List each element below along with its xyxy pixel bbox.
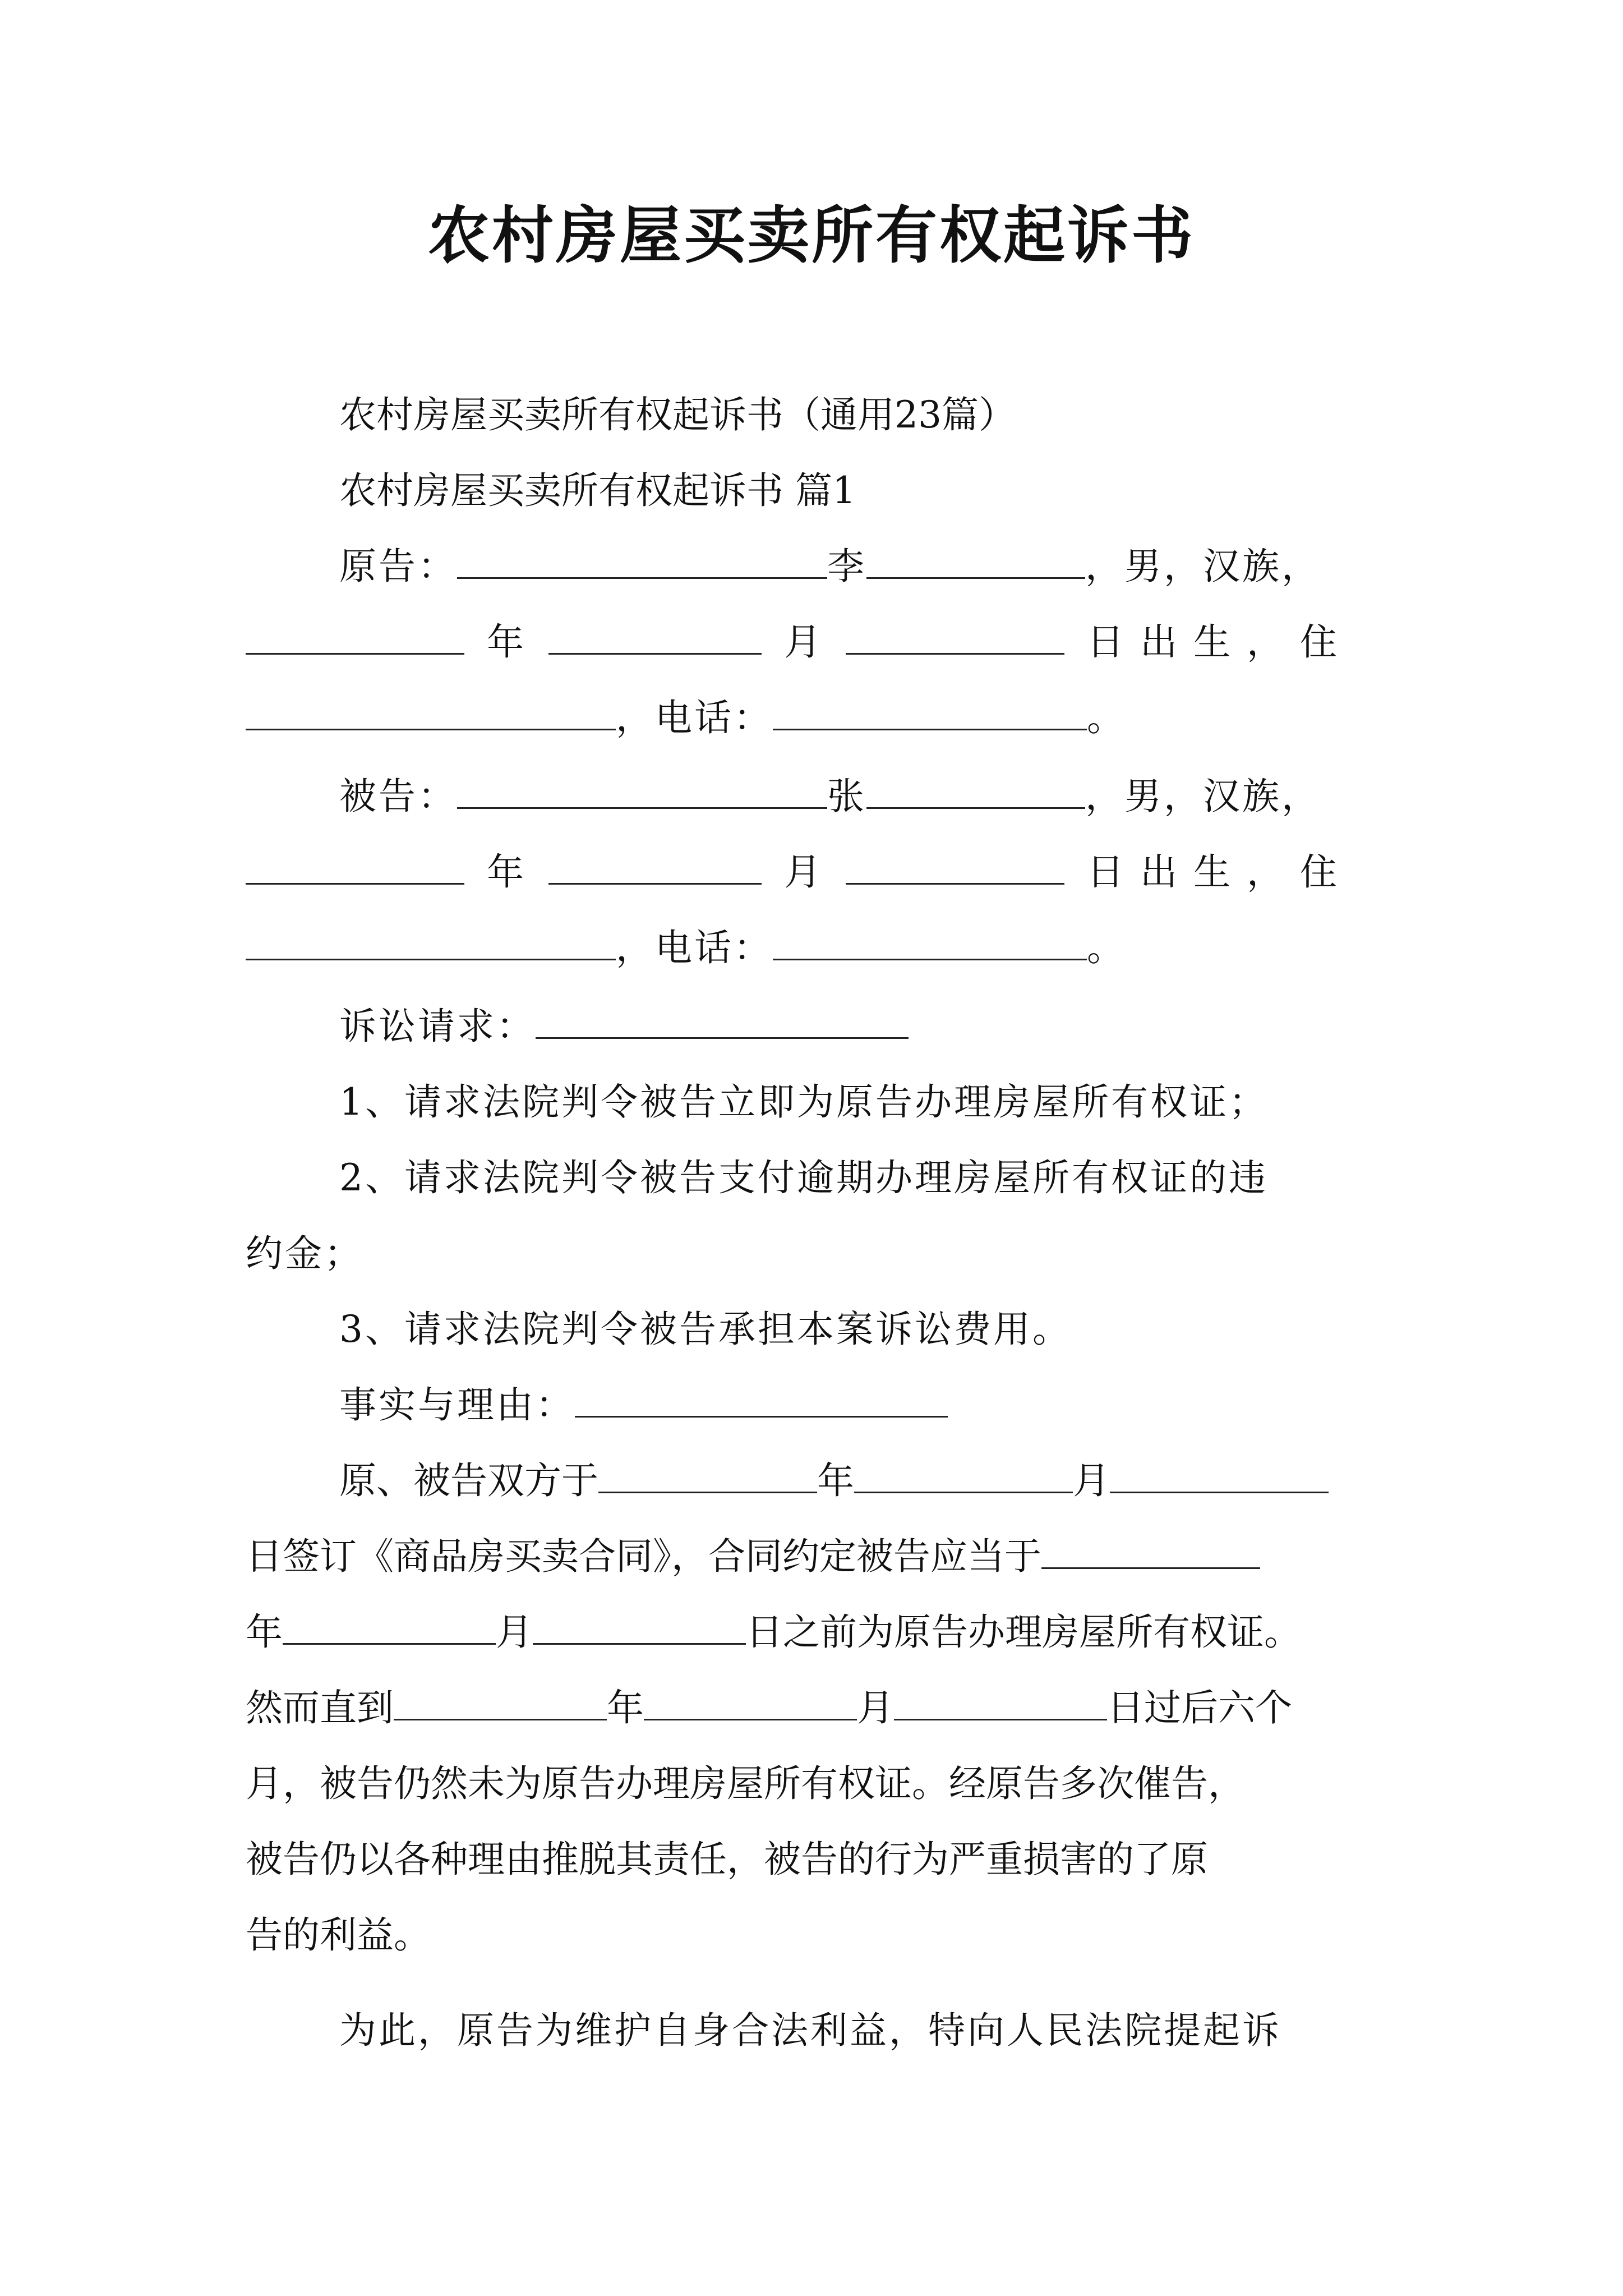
facts-heading-line [339, 1372, 1390, 1439]
defendant-name-blank [457, 774, 827, 809]
plaintiff-name: 李 [827, 545, 866, 588]
plaintiff-phone-label: ，电话： [616, 696, 773, 739]
claim-item: 1、请求法院判令被告立即为原告办理房屋所有权证； [339, 1080, 1268, 1124]
plaintiff-name-blank-2 [866, 544, 1085, 579]
closing-paragraph: 为此，原告为维护自身合法利益，特向人民法院提起诉 [339, 2009, 1281, 2052]
claims-label: 诉讼请求： [339, 1005, 536, 1048]
facts-text: 日之前为原告办理房屋所有权证。 [746, 1611, 1301, 1654]
claim-item: 2、请求法院判令被告支付逾期办理房屋所有权证的违 [339, 1156, 1268, 1199]
plaintiff-phone-blank [773, 695, 1087, 730]
facts-text: 月 [496, 1611, 533, 1654]
defendant-line [339, 763, 1390, 830]
claim-item: 3、请求法院判令被告承担本案诉讼费用。 [339, 1308, 1072, 1351]
plaintiff-name-blank [457, 544, 827, 579]
facts-text: 月 [857, 1686, 894, 1729]
defendant-name-blank-2 [866, 774, 1085, 809]
facts-line [246, 1674, 1390, 1742]
claims-heading-line [339, 993, 1390, 1060]
defendant-label: 被告： [339, 775, 457, 818]
defendant-birth-month-blank [548, 849, 762, 885]
until-day-blank [894, 1685, 1107, 1720]
defendant-birth-day-blank [846, 849, 1064, 885]
plaintiff-label: 原告： [339, 545, 457, 588]
plaintiff-birth-month-blank [548, 619, 762, 655]
facts-text: 月 [1073, 1459, 1110, 1502]
facts-text: 日签订《商品房买卖合同》，合同约定被告应当于 [246, 1535, 1041, 1578]
facts-line: 月，被告仍然未为原告办理房屋所有权证。经原告多次催告， [246, 1762, 1245, 1805]
claims-blank [536, 1004, 909, 1039]
defendant-year-label: 年 [487, 850, 526, 894]
defendant-birth-tail: 日 出 生 ， 住 [1087, 850, 1339, 894]
defendant-birth-year-blank [246, 849, 464, 885]
facts-label: 事实与理由： [339, 1383, 575, 1427]
deadline-month-blank [283, 1609, 496, 1645]
until-year-blank [394, 1685, 607, 1720]
defendant-phone-label: ，电话： [616, 926, 773, 969]
plaintiff-address-blank [246, 695, 616, 730]
plaintiff-birth-day-blank [846, 619, 1064, 655]
plaintiff-address-line [246, 684, 1390, 752]
defendant-end: 。 [1087, 926, 1126, 969]
facts-line [246, 1599, 1390, 1666]
plaintiff-birth-year-blank [246, 619, 464, 655]
facts-text: 日过后六个 [1107, 1686, 1292, 1729]
facts-text: 原、被告双方于 [339, 1459, 598, 1502]
defendant-phone-blank [773, 925, 1087, 960]
facts-text: 年 [607, 1686, 644, 1729]
defendant-address-line [246, 914, 1390, 982]
until-month-blank [644, 1685, 857, 1720]
sign-month-blank [854, 1458, 1073, 1493]
plaintiff-birth-tail: 日 出 生 ， 住 [1087, 620, 1339, 664]
plaintiff-gender-ethnicity: ，男，汉族， [1085, 545, 1321, 588]
defendant-address-blank [246, 925, 616, 960]
facts-text: 年 [817, 1459, 854, 1502]
facts-line: 被告仍以各种理由推脱其责任，被告的行为严重损害的了原 [246, 1838, 1208, 1881]
facts-text: 然而直到 [246, 1686, 394, 1729]
plaintiff-year-label: 年 [487, 620, 526, 664]
facts-line: 告的利益。 [246, 1913, 431, 1957]
document-title: 农村房屋买卖所有权起诉书 [428, 199, 1195, 272]
plaintiff-birth-line [246, 609, 1390, 676]
document-subtitle: 农村房屋买卖所有权起诉书（通用23篇） [339, 393, 1016, 436]
claim-item-continuation: 约金； [246, 1232, 363, 1275]
defendant-birth-line [246, 839, 1390, 906]
plaintiff-end: 。 [1087, 696, 1126, 739]
deadline-year-blank [1041, 1534, 1260, 1569]
deadline-day-blank [533, 1609, 746, 1645]
plaintiff-month-label: 月 [784, 620, 823, 664]
facts-line [339, 1447, 1390, 1515]
sign-year-blank [598, 1458, 817, 1493]
defendant-gender-ethnicity: ，男，汉族， [1085, 775, 1321, 818]
piece-heading: 农村房屋买卖所有权起诉书 篇1 [339, 469, 856, 512]
facts-blank [575, 1382, 948, 1418]
facts-text: 年 [246, 1611, 283, 1654]
plaintiff-line [339, 533, 1390, 600]
defendant-name: 张 [827, 775, 866, 818]
defendant-month-label: 月 [784, 850, 823, 894]
sign-day-blank [1110, 1458, 1329, 1493]
facts-line [246, 1523, 1390, 1590]
